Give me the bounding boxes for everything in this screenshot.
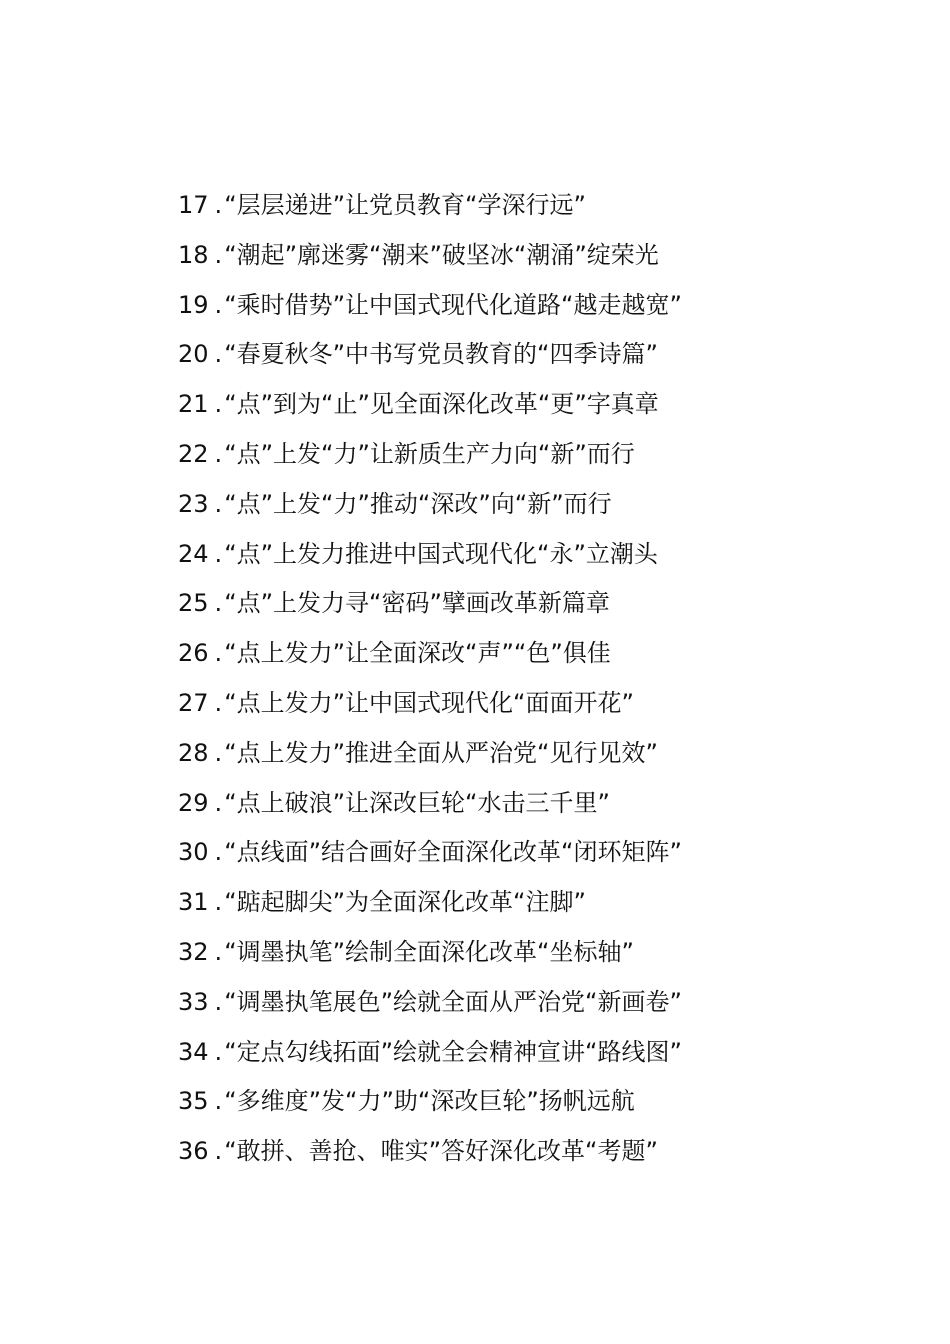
item-number: 26 bbox=[178, 639, 209, 668]
item-number: 20 bbox=[178, 340, 209, 369]
item-number: 34 bbox=[178, 1037, 209, 1066]
item-title: “定点勾线拓面”绘就全会精神宣讲“路线图” bbox=[224, 1037, 682, 1066]
item-number: 27 bbox=[178, 688, 209, 717]
item-separator: . bbox=[214, 439, 223, 468]
item-number: 24 bbox=[178, 539, 209, 568]
item-separator: . bbox=[214, 589, 223, 618]
item-title: “点”上发力寻“密码”擘画改革新篇章 bbox=[224, 589, 610, 618]
list-item bbox=[178, 333, 682, 383]
item-number: 33 bbox=[178, 987, 209, 1016]
item-title: “点上发力”让全面深改“声”“色”俱佳 bbox=[224, 639, 611, 668]
item-title: “点上发力”让中国式现代化“面面开花” bbox=[224, 688, 634, 717]
item-number: 18 bbox=[178, 240, 209, 269]
list-item bbox=[178, 433, 682, 483]
item-title: “调墨执笔展色”绘就全面从严治党“新画卷” bbox=[224, 987, 682, 1016]
item-separator: . bbox=[214, 340, 223, 369]
item-title: “春夏秋冬”中书写党员教育的“四季诗篇” bbox=[224, 340, 658, 369]
item-number: 31 bbox=[178, 888, 209, 917]
item-title: “调墨执笔”绘制全面深化改革“坐标轴” bbox=[224, 937, 634, 966]
item-number: 30 bbox=[178, 838, 209, 867]
item-title: “层层递进”让党员教育“学深行远” bbox=[224, 191, 586, 219]
item-title: “多维度”发“力”助“深改巨轮”扬帆远航 bbox=[224, 1087, 635, 1116]
item-number: 23 bbox=[178, 489, 209, 518]
list-item bbox=[178, 284, 682, 334]
item-title: “点上发力”推进全面从严治党“见行见效” bbox=[224, 738, 658, 767]
item-separator: . bbox=[214, 639, 223, 668]
list-item bbox=[178, 632, 682, 682]
list-item bbox=[178, 881, 682, 931]
item-separator: . bbox=[214, 1037, 223, 1066]
list-item bbox=[178, 184, 682, 234]
item-separator: . bbox=[214, 987, 223, 1016]
item-number: 22 bbox=[178, 439, 209, 468]
item-title: “敢拼、善抢、唯实”答好深化改革“考题” bbox=[224, 1137, 658, 1166]
item-number: 35 bbox=[178, 1087, 209, 1116]
list-item bbox=[178, 782, 682, 832]
list-item bbox=[178, 234, 682, 284]
item-number: 19 bbox=[178, 290, 209, 319]
list-item bbox=[178, 1031, 682, 1081]
list-item bbox=[178, 981, 682, 1031]
item-title: “潮起”廓迷雾“潮来”破坚冰“潮涌”绽荣光 bbox=[224, 240, 659, 269]
item-separator: . bbox=[214, 290, 223, 319]
list-item bbox=[178, 682, 682, 732]
item-number: 17 bbox=[178, 191, 209, 219]
item-number: 29 bbox=[178, 788, 209, 817]
list-item bbox=[178, 931, 682, 981]
item-separator: . bbox=[214, 539, 223, 568]
list-item bbox=[178, 732, 682, 782]
item-title: “点”上发“力”推动“深改”向“新”而行 bbox=[224, 489, 612, 518]
item-separator: . bbox=[214, 838, 223, 867]
item-number: 36 bbox=[178, 1137, 209, 1166]
item-number: 28 bbox=[178, 738, 209, 767]
item-separator: . bbox=[214, 191, 223, 219]
item-title: “点线面”结合画好全面深化改革“闭环矩阵” bbox=[224, 838, 682, 867]
item-separator: . bbox=[214, 1137, 223, 1166]
item-separator: . bbox=[214, 489, 223, 518]
item-title: “点”到为“止”见全面深化改革“更”字真章 bbox=[224, 390, 659, 419]
item-separator: . bbox=[214, 788, 223, 817]
item-title: “点上破浪”让深改巨轮“水击三千里” bbox=[224, 788, 610, 817]
list-item bbox=[178, 1080, 682, 1130]
list-item bbox=[178, 533, 682, 583]
item-separator: . bbox=[214, 937, 223, 966]
item-separator: . bbox=[214, 888, 223, 917]
list-item bbox=[178, 383, 682, 433]
item-separator: . bbox=[214, 688, 223, 717]
list-item bbox=[178, 1130, 682, 1180]
item-title: “点”上发“力”让新质生产力向“新”而行 bbox=[224, 439, 635, 468]
item-number: 25 bbox=[178, 589, 209, 618]
title-list bbox=[178, 184, 682, 1180]
item-separator: . bbox=[214, 738, 223, 767]
item-title: “点”上发力推进中国式现代化“永”立潮头 bbox=[224, 539, 658, 568]
item-separator: . bbox=[214, 390, 223, 419]
list-item bbox=[178, 582, 682, 632]
item-number: 32 bbox=[178, 937, 209, 966]
item-title: “踮起脚尖”为全面深化改革“注脚” bbox=[224, 888, 586, 917]
item-title: “乘时借势”让中国式现代化道路“越走越宽” bbox=[224, 290, 682, 319]
item-separator: . bbox=[214, 240, 223, 269]
list-item bbox=[178, 483, 682, 533]
item-separator: . bbox=[214, 1087, 223, 1116]
list-item bbox=[178, 831, 682, 881]
item-number: 21 bbox=[178, 390, 209, 419]
